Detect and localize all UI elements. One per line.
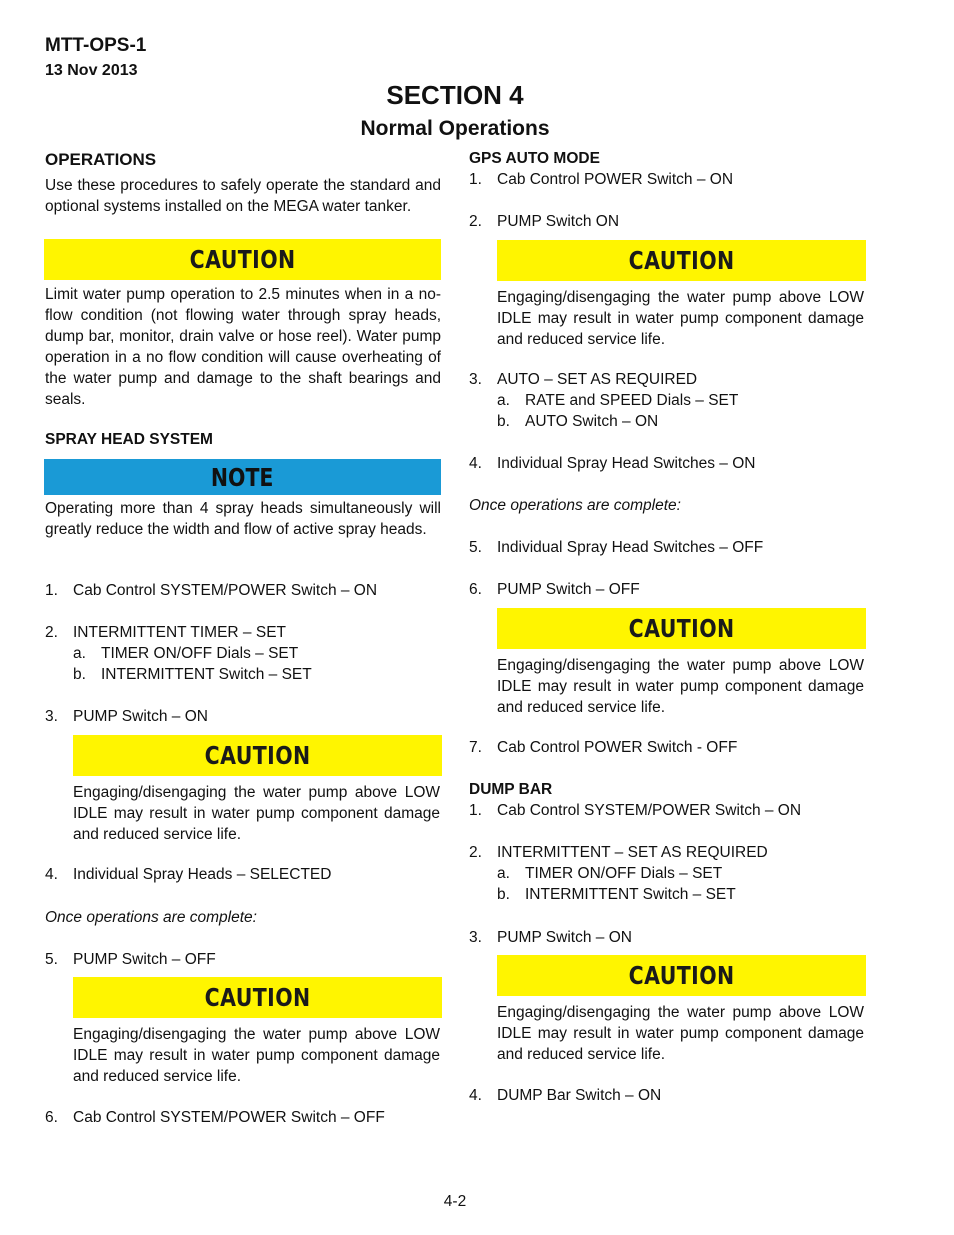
caution-text: Engaging/disengaging the water pump above LOW IDLE may result in water pump component damage and reduced service life. <box>497 289 864 348</box>
step-number: 4. <box>469 1087 482 1104</box>
step-number: 7. <box>469 739 482 756</box>
step-number: 4. <box>45 866 58 883</box>
caution-banner: CAUTION <box>73 977 442 1018</box>
step-text: PUMP Switch – ON <box>73 708 208 725</box>
step-text: PUMP Switch ON <box>497 213 620 230</box>
step-text: DUMP Bar Switch – ON <box>497 1087 662 1104</box>
substep-letter: b. <box>497 886 510 903</box>
dump-bar-heading: DUMP BAR <box>469 781 553 798</box>
step-number: 5. <box>45 951 58 968</box>
step-number: 1. <box>469 171 482 188</box>
step-text: AUTO – SET AS REQUIRED <box>497 371 698 388</box>
note-text: Operating more than 4 spray heads simultaneously will greatly reduce the width and flow of active spray heads. <box>45 500 441 538</box>
step-number: 1. <box>469 802 482 819</box>
substep-text: TIMER ON/OFF Dials – SET <box>525 865 723 882</box>
step-number: 4. <box>469 455 482 472</box>
step-number: 3. <box>469 371 482 388</box>
caution-text: Engaging/disengaging the water pump above LOW IDLE may result in water pump component damage and reduced service life. <box>497 657 864 716</box>
caution-text: Engaging/disengaging the water pump above LOW IDLE may result in water pump component damage and reduced service life. <box>497 1004 864 1063</box>
step-text: PUMP Switch – OFF <box>73 951 216 968</box>
step-text: Cab Control POWER Switch - OFF <box>497 739 738 756</box>
spray-head-heading: SPRAY HEAD SYSTEM <box>45 431 213 448</box>
note-banner: NOTE <box>44 459 441 495</box>
caution-banner: CAUTION <box>44 239 441 280</box>
step-text: INTERMITTENT – SET AS REQUIRED <box>497 844 768 861</box>
step-text: Individual Spray Head Switches – OFF <box>497 539 764 556</box>
document-date: 13 Nov 2013 <box>45 62 138 79</box>
step-number: 2. <box>45 624 58 641</box>
step-number: 1. <box>45 582 58 599</box>
substep-letter: a. <box>73 645 86 662</box>
operations-heading: OPERATIONS <box>45 150 157 169</box>
substep-text: AUTO Switch – ON <box>525 413 659 430</box>
step-text: Individual Spray Heads – SELECTED <box>73 866 332 883</box>
step-text: PUMP Switch – ON <box>497 929 632 946</box>
caution-banner: CAUTION <box>497 955 866 996</box>
operations-intro: Use these procedures to safely operate the standard and optional systems installed on the MEGA water tanker. <box>45 177 441 215</box>
caution-text: Engaging/disengaging the water pump above LOW IDLE may result in water pump component damage and reduced service life. <box>73 784 440 843</box>
step-number: 2. <box>469 844 482 861</box>
step-number: 3. <box>469 929 482 946</box>
gps-auto-heading: GPS AUTO MODE <box>469 150 600 167</box>
step-text: Cab Control SYSTEM/POWER Switch – ON <box>497 802 802 819</box>
caution-banner: CAUTION <box>497 240 866 281</box>
caution-text: Limit water pump operation to 2.5 minutes when in a no-flow condition (not flowing water through spray heads, dump bar, monitor, drain valve or hose reel). Water pump operation in a no flow condition will cause overheating of the water pump and damage to the shaft bearings and seals. <box>45 286 441 408</box>
substep-letter: a. <box>497 392 510 409</box>
caution-banner: CAUTION <box>73 735 442 776</box>
substep-text: TIMER ON/OFF Dials – SET <box>101 645 299 662</box>
once-complete-note: Once operations are complete: <box>45 909 257 926</box>
substep-letter: b. <box>73 666 86 683</box>
page-number: 4-2 <box>443 1193 467 1210</box>
section-subtitle: Normal Operations <box>360 117 550 140</box>
step-text: INTERMITTENT TIMER – SET <box>73 624 286 641</box>
substep-text: RATE and SPEED Dials – SET <box>525 392 739 409</box>
substep-letter: b. <box>497 413 510 430</box>
step-number: 6. <box>45 1109 58 1126</box>
step-text: PUMP Switch – OFF <box>497 581 640 598</box>
step-text: Cab Control POWER Switch – ON <box>497 171 734 188</box>
step-number: 2. <box>469 213 482 230</box>
step-text: Individual Spray Head Switches – ON <box>497 455 756 472</box>
caution-banner: CAUTION <box>497 608 866 649</box>
step-number: 3. <box>45 708 58 725</box>
step-number: 6. <box>469 581 482 598</box>
step-text: Cab Control SYSTEM/POWER Switch – ON <box>73 582 378 599</box>
step-number: 5. <box>469 539 482 556</box>
once-complete-note: Once operations are complete: <box>469 497 681 514</box>
section-title: SECTION 4 <box>386 80 524 110</box>
substep-letter: a. <box>497 865 510 882</box>
substep-text: INTERMITTENT Switch – SET <box>525 886 736 903</box>
substep-text: INTERMITTENT Switch – SET <box>101 666 312 683</box>
document-id: MTT-OPS-1 <box>45 35 147 56</box>
step-text: Cab Control SYSTEM/POWER Switch – OFF <box>73 1109 385 1126</box>
caution-text: Engaging/disengaging the water pump above LOW IDLE may result in water pump component damage and reduced service life. <box>73 1026 440 1085</box>
